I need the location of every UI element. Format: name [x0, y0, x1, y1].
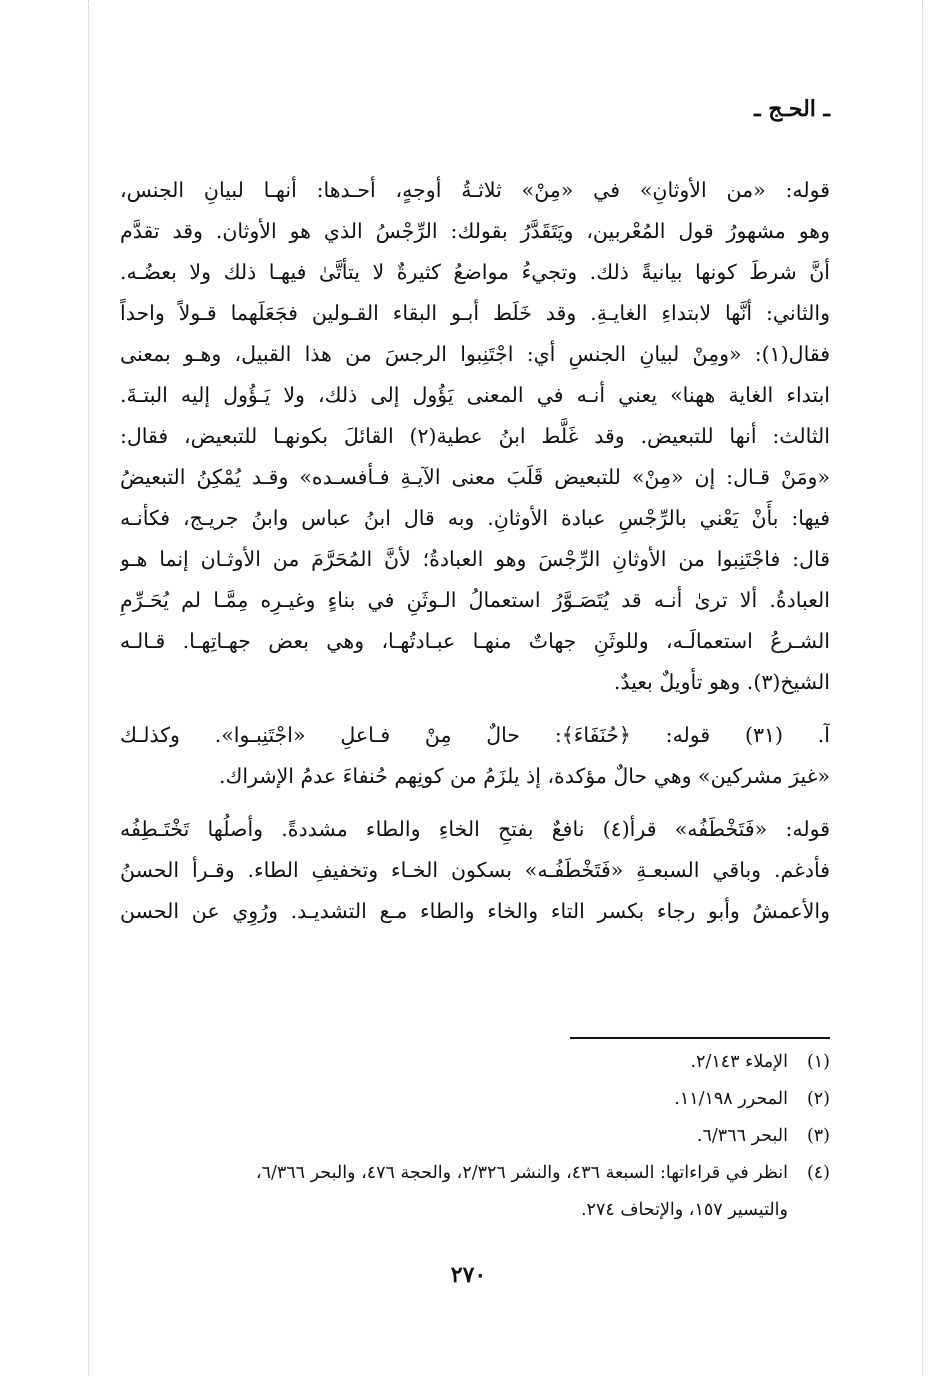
text-line: والأعمشُ وأبو رجاء بكسر التاء والخاء والطاء مـع التشديـد. ورُوِي عن الحسن	[120, 899, 830, 923]
paragraph-commentary-min	[120, 170, 830, 703]
text-line: الثالث: أنها للتبعيض. وقد غَلَّط ابنُ عطية(٢) القائلَ بكونهـا للتبعيض، فقال:	[120, 424, 830, 448]
footnote-number: (١)	[806, 1052, 830, 1072]
footnote-number: (٣)	[806, 1126, 830, 1146]
footnote-item	[120, 1118, 830, 1155]
text-line: والثاني: أنَّها لابتداءِ الغايـةِ. وقد خَلَط أبـو البقاء القـولين فجَعَلَهما قـولاً واحداً	[120, 301, 830, 325]
verse-line: آ. (٣١) قوله: ﴿حُنَفَاءَ﴾: حالٌ مِنْ فـاعلِ «اجْتَنِبـوا». وكذلـك	[120, 723, 830, 747]
text-line: «ومَنْ قـال: إن «مِنْ» للتبعيض قَلَبَ معنى الآيـةِ فـأفسـده» وقـد يُمْكِنُ التبعيضُ	[120, 465, 830, 489]
text-line: فأدغم. وباقي السبعـةِ «فَتَخْطَفُـه» بسكون الخـاء وتخفيفِ الطاء. وقـرأ الحسنُ	[120, 858, 830, 882]
page-edge-guide-right	[922, 0, 923, 1376]
footnote-text: البحر ٦/٣٦٦.	[696, 1126, 788, 1146]
text-line: فقال(١): «ومِنْ لبيانِ الجنسِ أي: اجْتَنِبوا الرجسَ من هذا القبيل، وهـو بمعنى	[120, 342, 830, 366]
text-line: ابتداء الغاية ههنا» يعني أنـه في المعنى يَؤُول إلى ذلك، ولا يَـؤُول إليه البتـةَ.	[120, 383, 830, 407]
running-header: ـ الحـج ـ	[754, 96, 830, 122]
footnote-text: انظر في قراءاتها: السبعة ٤٣٦، والنشر ٢/٣٢٦، والحجة ٤٧٦، والبحر ٦/٣٦٦،	[255, 1163, 788, 1183]
footnote-text: المحرر ١١/١٩٨.	[674, 1089, 788, 1109]
text-line: «غيرَ مشركين» وهي حالٌ مؤكدة، إذ يلزَمُ من كونِهم حُنفاءَ عدمُ الإشراك.	[218, 764, 830, 788]
text-line: الشـرعُ استعمالَـه، وللوثَنِ جهاتٌ منهـا عبـادتُهـا، وهي بعض جهـاتِهـا. قـالـه	[120, 629, 830, 653]
footnote-item	[120, 1155, 830, 1192]
text-line: أنَّ شرطَ كونها بيانيةً ذلك. وتجيءُ مواضعُ كثيرةٌ لا يتأتَّىٰ فيهـا ذلك ولا بعضُـه.	[120, 260, 830, 284]
footnote-text: الإملاء ٢/١٤٣.	[690, 1052, 788, 1072]
page-edge-guide-left	[88, 0, 89, 1376]
text-line: فيها: بأَنْ يَعْني بالرِّجْسِ عبادة الأوثانِ. وبه قال ابنُ عباس وابنُ جريـج، فكأنـه	[120, 506, 830, 530]
text-line: العبادةُ. ألا ترىٰ أنـه قد يُتَصَـوَّرُ استعمالُ الـوثَنِ في بناءٍ وغيـرِه مِمَّـا لم يُحَـرِّمِ	[120, 588, 830, 612]
footnote-separator	[570, 1037, 830, 1039]
footnotes	[120, 1044, 830, 1229]
paragraph-verse-31	[120, 715, 830, 797]
footnote-number: (٢)	[806, 1089, 830, 1109]
text-line: وهو مشهورُ قول المُعْربين، ويَتَقَدَّرُ بقولك: الرِّجْسُ الذي هو الأوثان. وقد تقدَّم	[120, 219, 830, 243]
text-line: الشيخ(٣). وهو تأويلٌ بعيدٌ.	[613, 670, 830, 694]
footnote-number: (٤)	[806, 1163, 830, 1183]
footnote-item	[120, 1081, 830, 1118]
footnote-text-continued: والتيسير ١٥٧، والإتحاف ٢٧٤.	[580, 1200, 788, 1220]
main-text	[120, 170, 830, 932]
page-number: ٢٧٠	[450, 1262, 487, 1288]
paragraph-takhtafuhu	[120, 809, 830, 932]
text-line: قوله: «فَتَخْطَفُه» قرأ(٤) نافعٌ بفتحِ الخاءِ والطاء مشددةً. وأصلُها تَخْتَـطِفُه	[120, 817, 830, 841]
footnote-item	[120, 1044, 830, 1081]
text-line: قوله: «من الأوثانِ» في «مِنْ» ثلاثـةُ أوجهٍ، أحـدها: أنهـا لبيانِ الجنس،	[120, 178, 830, 202]
text-line: قال: فاجْتَنِبوا من الأوثانِ الرِّجْسَ وهو العبادةُ؛ لأنَّ المُحَرَّمَ من الأوثـان إنما هـو	[120, 547, 830, 571]
